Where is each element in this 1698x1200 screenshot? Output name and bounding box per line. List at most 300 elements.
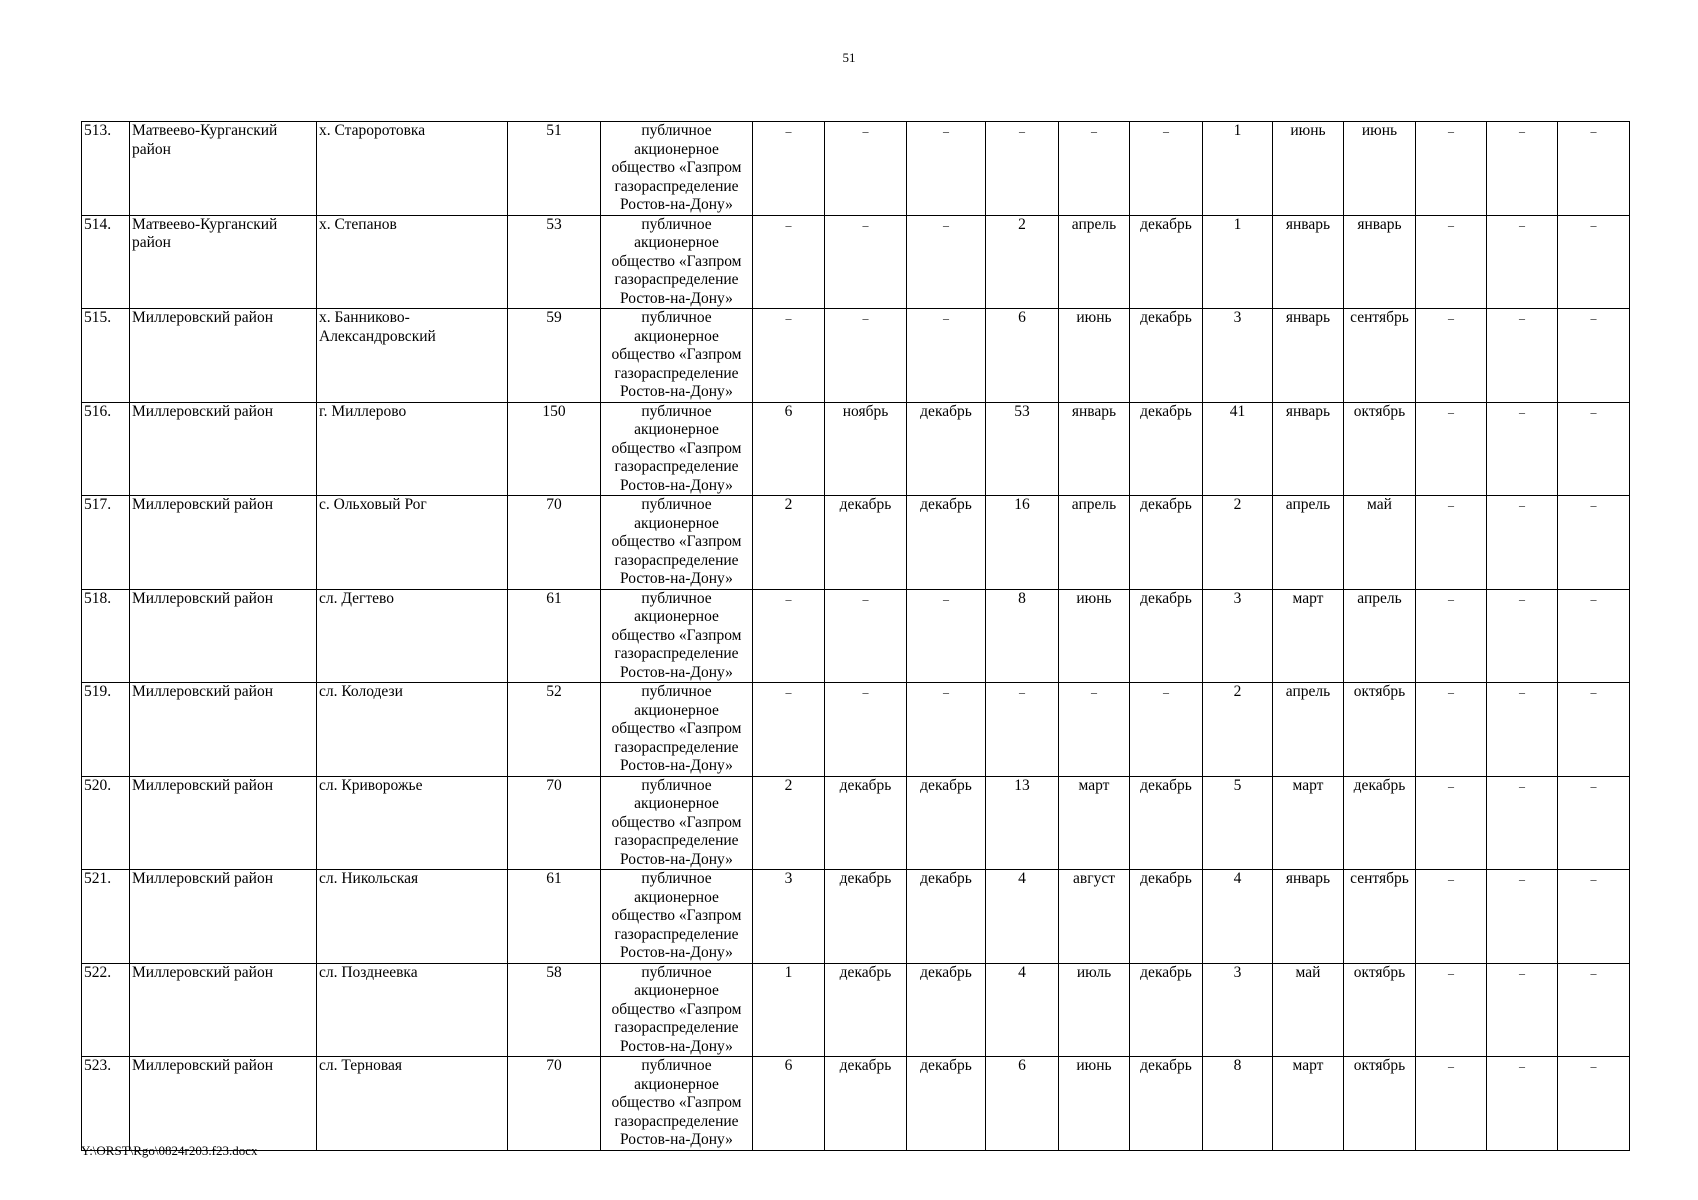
- data-cell: [907, 215, 986, 309]
- data-cell: [825, 776, 907, 870]
- cell-value: 2: [784, 776, 793, 794]
- cell-value: декабрь: [1140, 870, 1192, 887]
- data-cell: [1344, 496, 1416, 590]
- cell-value: декабрь: [1140, 309, 1192, 326]
- data-cell: [986, 1057, 1059, 1151]
- data-table: [81, 121, 1630, 1151]
- cell-line: Ростов-на-Дону»: [620, 570, 733, 587]
- data-cell: [1558, 402, 1630, 496]
- cell-line: публичное: [641, 683, 712, 700]
- cell-line: акционерное: [634, 327, 719, 345]
- cell-value: декабрь: [1140, 1057, 1192, 1074]
- dash-value: –: [1590, 778, 1597, 793]
- dash-value: –: [862, 124, 869, 138]
- data-cell: [1273, 496, 1344, 590]
- organization-cell: [601, 870, 753, 964]
- data-cell: [1203, 589, 1273, 683]
- organization-cell: [601, 963, 753, 1057]
- cell-value: декабрь: [1140, 776, 1192, 794]
- organization-cell: [601, 589, 753, 683]
- data-cell: [825, 496, 907, 590]
- dash-value: –: [1448, 311, 1454, 325]
- data-cell: [1059, 870, 1130, 964]
- cell-value: декабрь: [1140, 402, 1192, 420]
- value-cell: 61: [508, 589, 601, 683]
- data-cell: [1558, 870, 1630, 964]
- dash-value: –: [1448, 685, 1454, 699]
- cell-value: январь: [1071, 402, 1117, 420]
- table-row: [82, 963, 1630, 1057]
- data-cell: [825, 963, 907, 1057]
- dash-value: –: [1590, 591, 1597, 606]
- cell-value: декабрь: [839, 963, 892, 981]
- data-cell: [1487, 589, 1558, 683]
- dash-value: –: [943, 685, 949, 699]
- data-cell: [1487, 402, 1558, 496]
- data-cell: [753, 870, 825, 964]
- table-row: [82, 870, 1630, 964]
- data-cell: [1059, 496, 1130, 590]
- cell-line: Ростов-на-Дону»: [620, 289, 733, 307]
- dash-value: –: [1448, 872, 1454, 886]
- data-cell: [1558, 122, 1630, 216]
- cell-value: январь: [1285, 402, 1331, 420]
- dash-value: –: [1519, 1059, 1525, 1073]
- cell-value: 4: [1233, 870, 1242, 887]
- data-cell: [1203, 122, 1273, 216]
- data-cell: [1558, 683, 1630, 777]
- settlement-cell: [317, 1057, 508, 1151]
- district-cell: [130, 309, 317, 403]
- cell-value: 16: [1014, 496, 1030, 513]
- row-number-cell: 521.: [82, 870, 130, 964]
- data-cell: [1203, 963, 1273, 1057]
- data-cell: [1416, 496, 1487, 590]
- cell-line: акционерное: [634, 234, 719, 251]
- dash-value: –: [943, 311, 949, 325]
- cell-value: декабрь: [1140, 589, 1192, 607]
- data-cell: [986, 589, 1059, 683]
- dash-value: –: [1590, 965, 1597, 980]
- cell-line: публичное: [641, 309, 712, 326]
- table-row: [82, 215, 1630, 309]
- cell-value: август: [1073, 870, 1115, 887]
- data-cell: [907, 870, 986, 964]
- data-cell: [1344, 309, 1416, 403]
- cell-value: декабрь: [1140, 496, 1192, 513]
- data-cell: [1558, 589, 1630, 683]
- data-cell: [1273, 589, 1344, 683]
- cell-line: Ростов-на-Дону»: [620, 663, 733, 681]
- data-cell: [1273, 1057, 1344, 1151]
- settlement-cell: [317, 215, 508, 309]
- cell-line: газораспределение: [614, 925, 739, 943]
- data-cell: [1487, 963, 1558, 1057]
- cell-line: район: [132, 234, 171, 251]
- dash-value: –: [1448, 778, 1454, 793]
- cell-value: декабрь: [839, 776, 892, 794]
- cell-line: публичное: [641, 1057, 712, 1074]
- settlement-cell: [317, 683, 508, 777]
- cell-value: 6: [784, 1057, 793, 1074]
- cell-line: газораспределение: [614, 1019, 739, 1036]
- dash-value: –: [943, 217, 949, 232]
- settlement-cell: [317, 402, 508, 496]
- cell-line: Миллеровский район: [132, 402, 273, 420]
- data-cell: [986, 215, 1059, 309]
- data-cell: [1203, 402, 1273, 496]
- data-cell: [1344, 215, 1416, 309]
- cell-value: декабрь: [920, 776, 972, 794]
- data-cell: [1416, 589, 1487, 683]
- dash-value: –: [785, 217, 792, 232]
- table-row: [82, 122, 1630, 216]
- cell-line: общество «Газпром: [611, 813, 742, 831]
- cell-value: декабрь: [920, 496, 972, 513]
- cell-line: газораспределение: [614, 1112, 739, 1130]
- cell-value: декабрь: [920, 1057, 972, 1074]
- cell-line: общество «Газпром: [611, 626, 742, 644]
- dash-value: –: [1519, 404, 1525, 419]
- cell-line: Миллеровский район: [132, 776, 273, 794]
- dash-value: –: [1519, 685, 1525, 699]
- cell-value: декабрь: [839, 870, 892, 887]
- cell-line: публичное: [641, 496, 712, 513]
- cell-line: газораспределение: [614, 551, 739, 569]
- data-cell: [1130, 963, 1203, 1057]
- data-cell: [1558, 776, 1630, 870]
- dash-value: –: [1590, 685, 1597, 699]
- table-row: [82, 496, 1630, 590]
- data-cell: [1130, 870, 1203, 964]
- cell-line: Ростов-на-Дону»: [620, 1037, 733, 1055]
- cell-value: 13: [1014, 776, 1030, 794]
- cell-line: Ростов-на-Дону»: [620, 476, 733, 494]
- dash-value: –: [1590, 872, 1597, 886]
- data-cell: [825, 122, 907, 216]
- data-cell: [1416, 122, 1487, 216]
- data-cell: [1059, 402, 1130, 496]
- data-cell: [1487, 870, 1558, 964]
- cell-line: сл. Колодези: [319, 683, 403, 700]
- data-cell: [1130, 1057, 1203, 1151]
- data-cell: [986, 776, 1059, 870]
- data-cell: [907, 589, 986, 683]
- cell-line: газораспределение: [614, 364, 739, 382]
- cell-value: март: [1292, 1057, 1324, 1074]
- district-cell: [130, 215, 317, 309]
- cell-value: 3: [1233, 309, 1242, 326]
- dash-value: –: [943, 124, 949, 138]
- cell-value: 2: [784, 496, 793, 513]
- dash-value: –: [1590, 217, 1597, 232]
- cell-line: газораспределение: [614, 645, 739, 662]
- cell-value: сентябрь: [1350, 309, 1409, 326]
- data-cell: [1203, 496, 1273, 590]
- cell-line: Миллеровский район: [132, 309, 273, 326]
- data-cell: [986, 309, 1059, 403]
- cell-line: Миллеровский район: [132, 683, 273, 700]
- cell-value: декабрь: [1353, 776, 1406, 794]
- cell-line: Ростов-на-Дону»: [620, 757, 733, 774]
- cell-value: март: [1292, 776, 1324, 794]
- cell-value: 5: [1233, 776, 1242, 794]
- row-number-cell: 515.: [82, 309, 130, 403]
- cell-line: Александровский: [319, 327, 436, 345]
- cell-line: общество «Газпром: [611, 1094, 742, 1111]
- dash-value: –: [1519, 124, 1525, 138]
- cell-value: 53: [1014, 402, 1030, 420]
- data-cell: [1558, 496, 1630, 590]
- data-cell: [753, 776, 825, 870]
- data-cell: [907, 309, 986, 403]
- data-cell: [825, 402, 907, 496]
- cell-line: общество «Газпром: [611, 1000, 742, 1018]
- dash-value: –: [1519, 778, 1525, 793]
- cell-line: акционерное: [634, 701, 719, 719]
- data-cell: [1273, 963, 1344, 1057]
- cell-value: апрель: [1285, 683, 1331, 700]
- district-cell: [130, 870, 317, 964]
- cell-line: сл. Никольская: [319, 870, 419, 887]
- cell-line: газораспределение: [614, 458, 739, 475]
- data-cell: [1487, 309, 1558, 403]
- data-cell: [1416, 1057, 1487, 1151]
- data-cell: [1416, 776, 1487, 870]
- dash-value: –: [785, 685, 792, 699]
- data-cell: [1203, 309, 1273, 403]
- data-cell: [1130, 776, 1203, 870]
- cell-line: общество «Газпром: [611, 533, 742, 550]
- district-cell: [130, 963, 317, 1057]
- data-cell: [907, 122, 986, 216]
- data-cell: [907, 776, 986, 870]
- cell-line: район: [132, 140, 171, 158]
- organization-cell: [601, 215, 753, 309]
- data-cell: [1059, 589, 1130, 683]
- district-cell: [130, 683, 317, 777]
- dash-value: –: [1590, 498, 1597, 512]
- organization-cell: [601, 309, 753, 403]
- cell-value: 4: [1018, 870, 1026, 887]
- row-number-cell: 514.: [82, 215, 130, 309]
- row-number-cell: 517.: [82, 496, 130, 590]
- cell-line: сл. Дегтево: [319, 589, 394, 607]
- dash-value: –: [862, 217, 869, 232]
- dash-value: –: [1519, 311, 1525, 325]
- dash-value: –: [1163, 685, 1169, 699]
- cell-value: октябрь: [1353, 1057, 1406, 1074]
- cell-value: апрель: [1071, 215, 1117, 233]
- table-row: [82, 589, 1630, 683]
- data-cell: [986, 402, 1059, 496]
- value-cell: 58: [508, 963, 601, 1057]
- data-cell: [1130, 683, 1203, 777]
- data-cell: [1059, 683, 1130, 777]
- table-row: [82, 309, 1630, 403]
- data-cell: [825, 589, 907, 683]
- cell-line: акционерное: [634, 1075, 719, 1093]
- cell-value: май: [1295, 963, 1321, 981]
- organization-cell: [601, 496, 753, 590]
- district-cell: [130, 496, 317, 590]
- cell-line: Матвеево-Курганский: [132, 215, 278, 233]
- cell-value: июнь: [1076, 589, 1112, 607]
- cell-line: акционерное: [634, 795, 719, 812]
- settlement-cell: [317, 589, 508, 683]
- data-cell: [1344, 963, 1416, 1057]
- cell-value: июнь: [1290, 122, 1326, 139]
- cell-value: октябрь: [1353, 963, 1406, 981]
- data-cell: [1059, 963, 1130, 1057]
- data-cell: [1558, 1057, 1630, 1151]
- organization-cell: [601, 683, 753, 777]
- dash-value: –: [1019, 124, 1025, 138]
- table-row: [82, 776, 1630, 870]
- table-row: [82, 683, 1630, 777]
- dash-value: –: [1448, 124, 1454, 138]
- cell-value: январь: [1285, 870, 1331, 887]
- table-row: [82, 402, 1630, 496]
- cell-value: 4: [1018, 963, 1026, 981]
- cell-value: 3: [1233, 963, 1242, 981]
- data-cell: [1558, 309, 1630, 403]
- data-cell: [1273, 683, 1344, 777]
- cell-value: март: [1078, 776, 1110, 794]
- dash-value: –: [1590, 1059, 1597, 1073]
- dash-value: –: [1590, 311, 1597, 325]
- cell-value: 2: [1018, 215, 1026, 233]
- data-cell: [1059, 122, 1130, 216]
- district-cell: [130, 402, 317, 496]
- data-cell: [1203, 215, 1273, 309]
- cell-line: публичное: [641, 215, 712, 233]
- data-cell: [1273, 870, 1344, 964]
- cell-line: сл. Криворожье: [319, 776, 423, 794]
- dash-value: –: [785, 124, 792, 138]
- cell-value: сентябрь: [1350, 870, 1409, 887]
- cell-value: 41: [1229, 402, 1246, 420]
- data-cell: [1273, 402, 1344, 496]
- data-cell: [753, 1057, 825, 1151]
- value-cell: 59: [508, 309, 601, 403]
- cell-value: ноябрь: [842, 402, 889, 420]
- cell-line: газораспределение: [614, 832, 739, 849]
- data-cell: [1487, 1057, 1558, 1151]
- data-cell: [753, 402, 825, 496]
- cell-value: 8: [1018, 589, 1026, 607]
- dash-value: –: [1448, 965, 1454, 980]
- data-cell: [1558, 215, 1630, 309]
- cell-value: 1: [1233, 122, 1242, 139]
- data-cell: [753, 589, 825, 683]
- district-cell: [130, 1057, 317, 1151]
- cell-line: общество «Газпром: [611, 907, 742, 924]
- cell-line: газораспределение: [614, 177, 739, 195]
- data-cell: [1059, 215, 1130, 309]
- cell-line: газораспределение: [614, 271, 739, 288]
- value-cell: 61: [508, 870, 601, 964]
- dash-value: –: [943, 591, 949, 606]
- cell-value: 3: [1233, 589, 1242, 607]
- cell-value: декабрь: [839, 1057, 892, 1074]
- value-cell: 70: [508, 776, 601, 870]
- cell-value: 3: [784, 870, 793, 887]
- cell-value: декабрь: [920, 402, 972, 420]
- data-cell: [986, 963, 1059, 1057]
- data-cell: [1344, 776, 1416, 870]
- data-cell: [1487, 215, 1558, 309]
- cell-line: газораспределение: [614, 738, 739, 756]
- cell-value: 1: [1233, 215, 1242, 233]
- data-cell: [1273, 122, 1344, 216]
- cell-line: публичное: [641, 122, 712, 139]
- data-cell: [753, 309, 825, 403]
- cell-value: июнь: [1076, 309, 1112, 326]
- data-cell: [825, 870, 907, 964]
- data-cell: [1203, 1057, 1273, 1151]
- cell-line: акционерное: [634, 608, 719, 625]
- data-cell: [907, 402, 986, 496]
- data-cell: [907, 963, 986, 1057]
- cell-line: Ростов-на-Дону»: [620, 1131, 733, 1148]
- data-cell: [986, 683, 1059, 777]
- data-cell: [986, 870, 1059, 964]
- cell-value: 1: [784, 963, 793, 981]
- dash-value: –: [1448, 591, 1454, 606]
- dash-value: –: [862, 311, 869, 325]
- organization-cell: [601, 122, 753, 216]
- cell-value: апрель: [1071, 496, 1117, 513]
- dash-value: –: [1091, 124, 1097, 138]
- cell-value: декабрь: [1140, 215, 1192, 233]
- cell-line: общество «Газпром: [611, 252, 742, 270]
- dash-value: –: [1019, 685, 1025, 699]
- data-cell: [1130, 589, 1203, 683]
- organization-cell: [601, 402, 753, 496]
- cell-line: Ростов-на-Дону»: [620, 944, 733, 961]
- settlement-cell: [317, 496, 508, 590]
- data-cell: [1130, 496, 1203, 590]
- organization-cell: [601, 776, 753, 870]
- cell-value: декабрь: [839, 496, 892, 513]
- cell-value: октябрь: [1353, 683, 1406, 700]
- data-cell: [753, 215, 825, 309]
- dash-value: –: [1091, 685, 1097, 699]
- dash-value: –: [1163, 124, 1169, 138]
- data-cell: [1273, 776, 1344, 870]
- settlement-cell: [317, 963, 508, 1057]
- cell-value: июнь: [1361, 122, 1398, 139]
- data-cell: [1130, 122, 1203, 216]
- cell-value: январь: [1285, 215, 1331, 233]
- organization-cell: [601, 1057, 753, 1151]
- cell-value: июль: [1076, 963, 1112, 981]
- footer-file-path: Y:\ORST\Rgo\0824r203.f23.docx: [81, 1143, 258, 1158]
- cell-line: акционерное: [634, 421, 719, 438]
- data-cell: [1416, 402, 1487, 496]
- cell-line: Ростов-на-Дону»: [620, 850, 733, 868]
- dash-value: –: [785, 591, 792, 606]
- data-cell: [1344, 1057, 1416, 1151]
- data-cell: [1416, 683, 1487, 777]
- data-cell: [825, 215, 907, 309]
- dash-value: –: [1519, 965, 1525, 980]
- cell-line: Миллеровский район: [132, 1057, 273, 1074]
- settlement-cell: [317, 122, 508, 216]
- cell-line: Ростов-на-Дону»: [620, 196, 733, 213]
- cell-value: апрель: [1285, 496, 1331, 513]
